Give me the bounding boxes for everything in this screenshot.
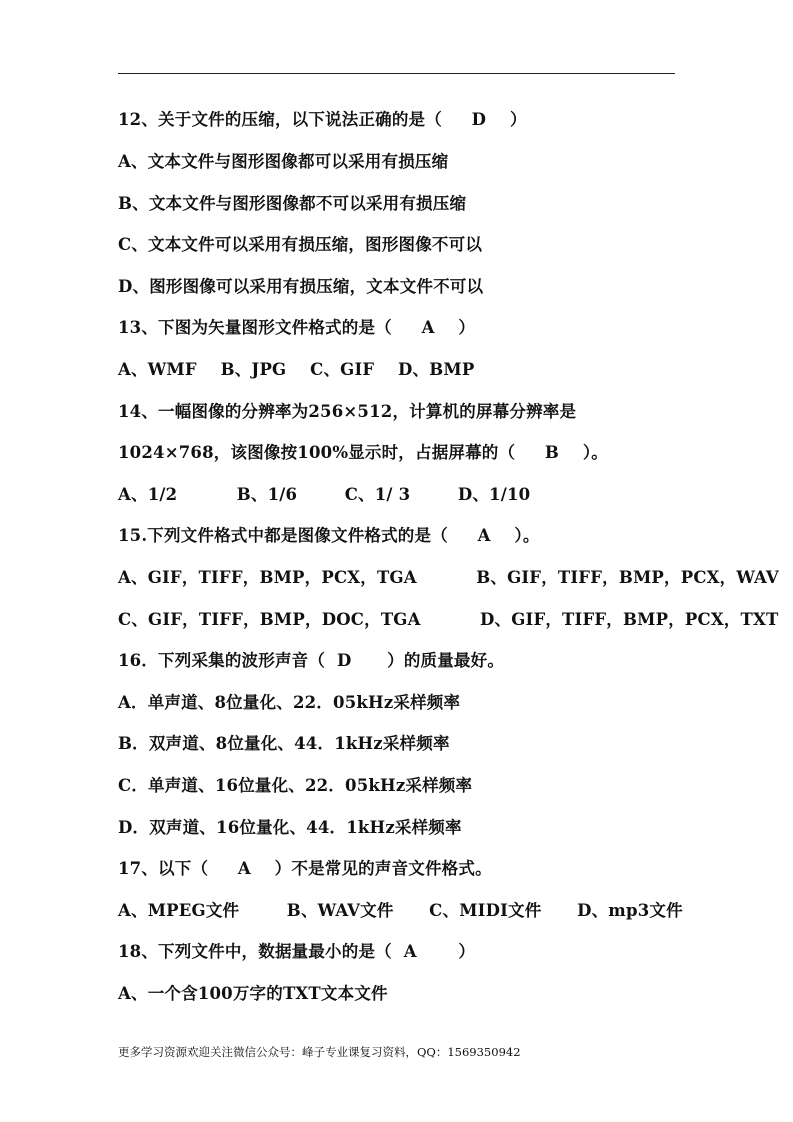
question-12: 12、关于文件的压缩，以下说法正确的是（ D ） — [118, 110, 527, 129]
option-16-c: C．单声道、16位量化、22．05kHz采样频率 — [118, 776, 473, 795]
options-15-cd: C、GIF，TIFF，BMP，DOC，TGA D、GIF，TIFF，BMP，PCX，TXT — [118, 610, 779, 629]
option-16-b: B．双声道、8位量化、44．1kHz采样频率 — [118, 734, 450, 753]
question-15: 15.下列文件格式中都是图像文件格式的是（ A ）。 — [118, 526, 540, 545]
option-16-a: A．单声道、8位量化、22．05kHz采样频率 — [118, 693, 461, 712]
option-12-d: D、图形图像可以采用有损压缩，文本文件不可以 — [118, 277, 484, 296]
options-17: A、MPEG文件 B、WAV文件 C、MIDI文件 D、mp3文件 — [118, 901, 683, 920]
options-13: A、WMF B、JPG C、GIF D、BMP — [118, 360, 475, 379]
question-13: 13、下图为矢量图形文件格式的是（ A ） — [118, 318, 476, 337]
question-17: 17、以下（ A ）不是常见的声音文件格式。 — [118, 859, 492, 878]
question-16: 16．下列采集的波形声音（ D ）的质量最好。 — [118, 651, 505, 670]
options-14: A、1/2 B、1/6 C、1/ 3 D、1/10 — [118, 485, 531, 504]
page-footer: 更多学习资源欢迎关注微信公众号：峰子专业课复习资料，QQ：1569350942 — [118, 1045, 521, 1059]
option-12-a: A、文本文件与图形图像都可以采用有损压缩 — [118, 152, 449, 171]
option-16-d: D．双声道、16位量化、44．1kHz采样频率 — [118, 818, 462, 837]
question-18: 18、下列文件中，数据量最小的是（ A ） — [118, 942, 476, 961]
option-18-a: A、一个含100万字的TXT文本文件 — [118, 984, 388, 1003]
option-12-c: C、文本文件可以采用有损压缩，图形图像不可以 — [118, 235, 483, 254]
option-12-b: B、文本文件与图形图像都不可以采用有损压缩 — [118, 194, 467, 213]
options-15-ab: A、GIF，TIFF，BMP，PCX，TGA B、GIF，TIFF，BMP，PCX，WAV — [118, 568, 779, 587]
question-14-line-2: 1024×768，该图像按100%显示时，占据屏幕的（ B ）。 — [118, 443, 609, 462]
question-14-line-1: 14、一幅图像的分辨率为256×512，计算机的屏幕分辨率是 — [118, 402, 577, 421]
header-rule — [118, 73, 675, 74]
